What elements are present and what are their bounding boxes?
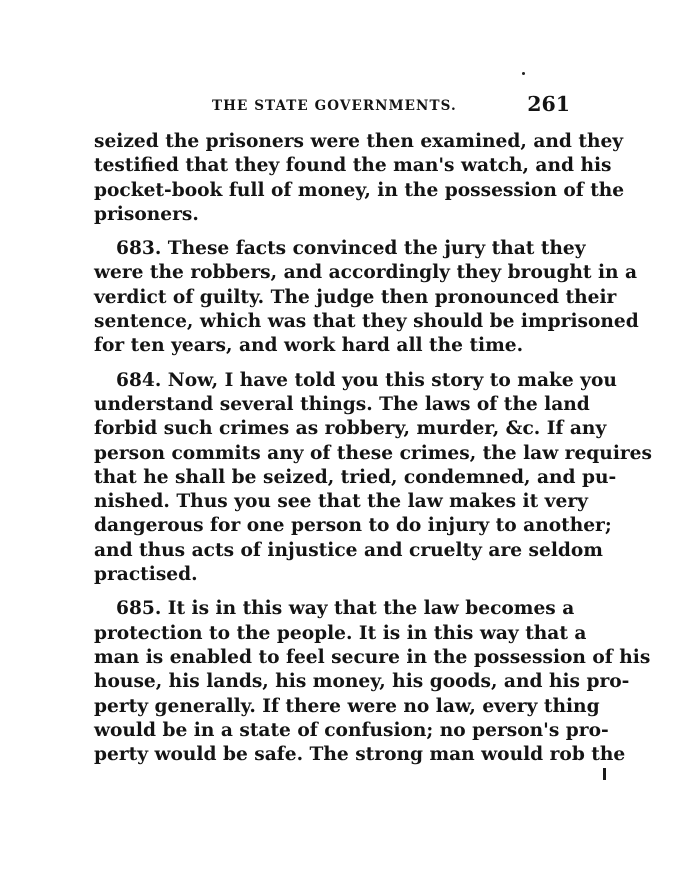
text-line: 685. It is in this way that the law becomes a — [116, 598, 575, 620]
text-line: pocket-book full of money, in the possession of the — [94, 179, 625, 201]
paragraph-gap — [94, 587, 570, 597]
text-line: for ten years, and work hard all the time. — [94, 335, 524, 357]
body-text — [94, 130, 652, 767]
ink-speck — [522, 72, 525, 75]
page-edge-mark — [603, 768, 606, 780]
page-header — [94, 92, 570, 122]
paragraph — [94, 369, 652, 588]
running-head: THE STATE GOVERNMENTS. — [212, 98, 457, 114]
text-line: man is enabled to feel secure in the possession of his — [94, 646, 651, 668]
text-line: 684. Now, I have told you this story to make you — [116, 369, 617, 391]
text-line: that he shall be seized, tried, condemned, and pu- — [94, 466, 617, 488]
text-line: 683. These facts convinced the jury that they — [116, 238, 586, 260]
paragraph — [94, 130, 625, 227]
text-line: prisoners. — [94, 203, 199, 225]
text-line: perty generally. If there were no law, every thing — [94, 695, 600, 717]
text-line: forbid such crimes as robbery, murder, &c. If any — [94, 418, 607, 440]
paragraph-gap — [94, 359, 570, 369]
text-line: person commits any of these crimes, the law requires — [94, 442, 652, 464]
text-line: would be in a state of confusion; no person's pro- — [94, 719, 609, 741]
paragraph — [94, 237, 639, 358]
text-line: nished. Thus you see that the law makes it very — [94, 491, 588, 513]
text-line: protection to the people. It is in this way that a — [94, 622, 587, 644]
page-number: 261 — [527, 92, 570, 116]
text-line: and thus acts of injustice and cruelty are seldom — [94, 539, 603, 561]
text-line: dangerous for one person to do injury to another; — [94, 515, 612, 537]
text-line: seized the prisoners were then examined, and they — [94, 131, 624, 152]
text-line: sentence, which was that they should be imprisoned — [94, 311, 639, 333]
text-line: practised. — [94, 564, 198, 586]
paragraph-gap — [94, 227, 570, 237]
text-line: understand several things. The laws of the land — [94, 393, 590, 415]
text-line: testified that they found the man's watch, and his — [94, 155, 612, 177]
text-line: were the robbers, and accordingly they brought in a — [94, 262, 638, 284]
text-line: house, his lands, his money, his goods, and his pro- — [94, 671, 630, 693]
text-line: perty would be safe. The strong man would rob the — [94, 744, 626, 766]
paragraph — [94, 597, 651, 767]
text-line: verdict of guilty. The judge then pronounced their — [94, 286, 617, 308]
